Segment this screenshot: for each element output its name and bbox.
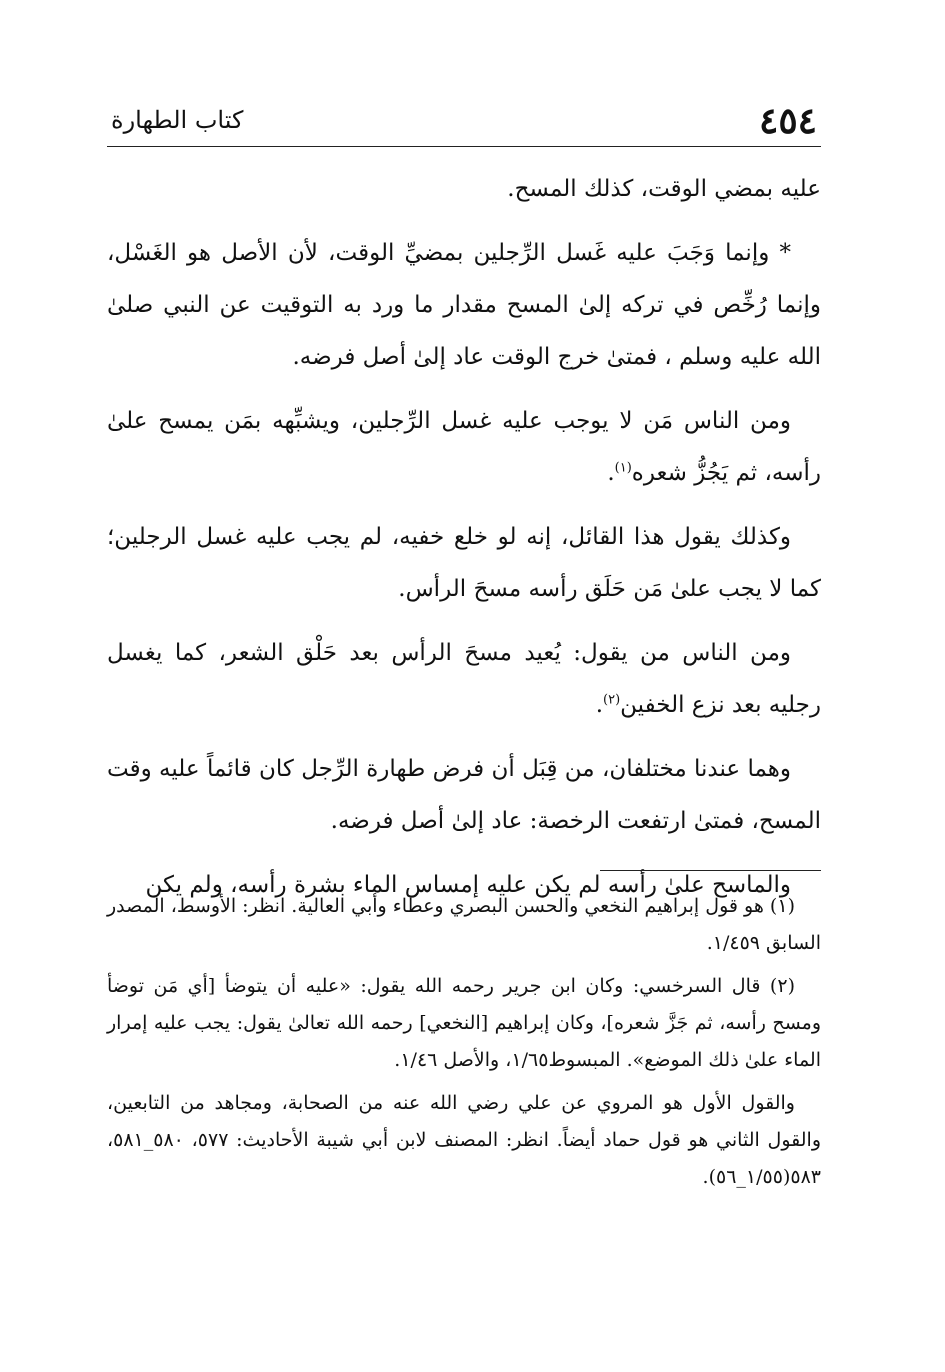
paragraph: والماسح علىٰ رأسه لم يكن عليه إمساس الماء بشرة رأسه، ولم يكن xyxy=(145,872,791,898)
footnote-2-continued: والقول الأول هو المروي عن علي رضي الله عنه من الصحابة، ومجاهد من التابعين، والقول الثاني هو قول حماد أيضاً. انظر: المصنف لابن أبي شيبة الأحاديث: ٥٧٧، ٥٨٠_٥٨١، ٥٨٣(١/٥٥_٥٦). xyxy=(107,1092,822,1188)
paragraph: وهما عندنا مختلفان، من قِبَل أن فرض طهارة الرِّجل كان قائماً عليه وقت المسح، فمتىٰ ارتفعت الرخصة: عاد إلىٰ أصل فرضه. xyxy=(107,756,821,834)
main-text xyxy=(107,163,821,923)
paragraph: * وإنما وَجَبَ عليه غَسل الرِّجلين بمضيِّ الوقت، لأن الأصل هو الغَسْل، وإنما رُخِّص في تركه إلىٰ المسح مقدار ما ورد به التوقيت عن النبي صلىٰ الله عليه وسلم ، فمتىٰ خرج الوقت عاد إلىٰ أصل فرضه. xyxy=(107,240,821,370)
footnote-ref-1: (١) xyxy=(614,460,632,476)
running-title: كتاب الطهارة xyxy=(111,106,244,134)
footnote-1: (١) هو قول إبراهيم النخعي والحسن البصري وعطاء وأبي العالية. انظر: الأوسط، المصدر السابق ١/٤٥٩. xyxy=(107,895,821,954)
paragraph: ومن الناس من يقول: يُعيد مسحَ الرأس بعد حَلْق الشعر، كما يغسل رجليه بعد نزع الخفين$^{(٢)}$. xyxy=(107,640,821,718)
footnote-2: (٢) قال السرخسي: وكان ابن جرير رحمه الله يقول: «عليه أن يتوضأ [أي مَن توضأ ومسح رأسه، ثم جَزَّ شعره]، وكان إبراهيم [النخعي] رحمه الله تعالىٰ يقول: يجب عليه إمرار الماء علىٰ ذلك الموضع». المبسوط١/٦٥، والأصل ١/٤٦. xyxy=(107,975,821,1071)
paragraph: ومن الناس مَن لا يوجب عليه غسل الرِّجلين، ويشبِّهه بمَن يمسح علىٰ رأسه، ثم يَجُزُّ شعره$^{(١)}$. xyxy=(107,408,821,486)
paragraph: عليه بمضي الوقت، كذلك المسح. xyxy=(507,176,821,202)
paragraph-text: ومن الناس من يقول: يُعيد مسحَ الرأس بعد حَلْق الشعر، كما يغسل رجليه بعد نزع الخفين xyxy=(107,640,821,718)
footnote-divider xyxy=(600,870,821,871)
paragraph-text: ومن الناس مَن لا يوجب عليه غسل الرِّجلين، ويشبِّهه بمَن يمسح علىٰ رأسه، ثم يَجُزُّ شعره xyxy=(107,408,821,486)
footnotes xyxy=(107,888,821,1202)
page-number: ٤٥٤ xyxy=(758,100,817,142)
paragraph: وكذلك يقول هذا القائل، إنه لو خلع خفيه، لم يجب عليه غسل الرجلين؛ كما لا يجب علىٰ مَن حَلَق رأسه مسحَ الرأس. xyxy=(107,524,821,602)
footnote-ref-2: (٢) xyxy=(603,692,621,708)
page-header xyxy=(107,98,821,147)
